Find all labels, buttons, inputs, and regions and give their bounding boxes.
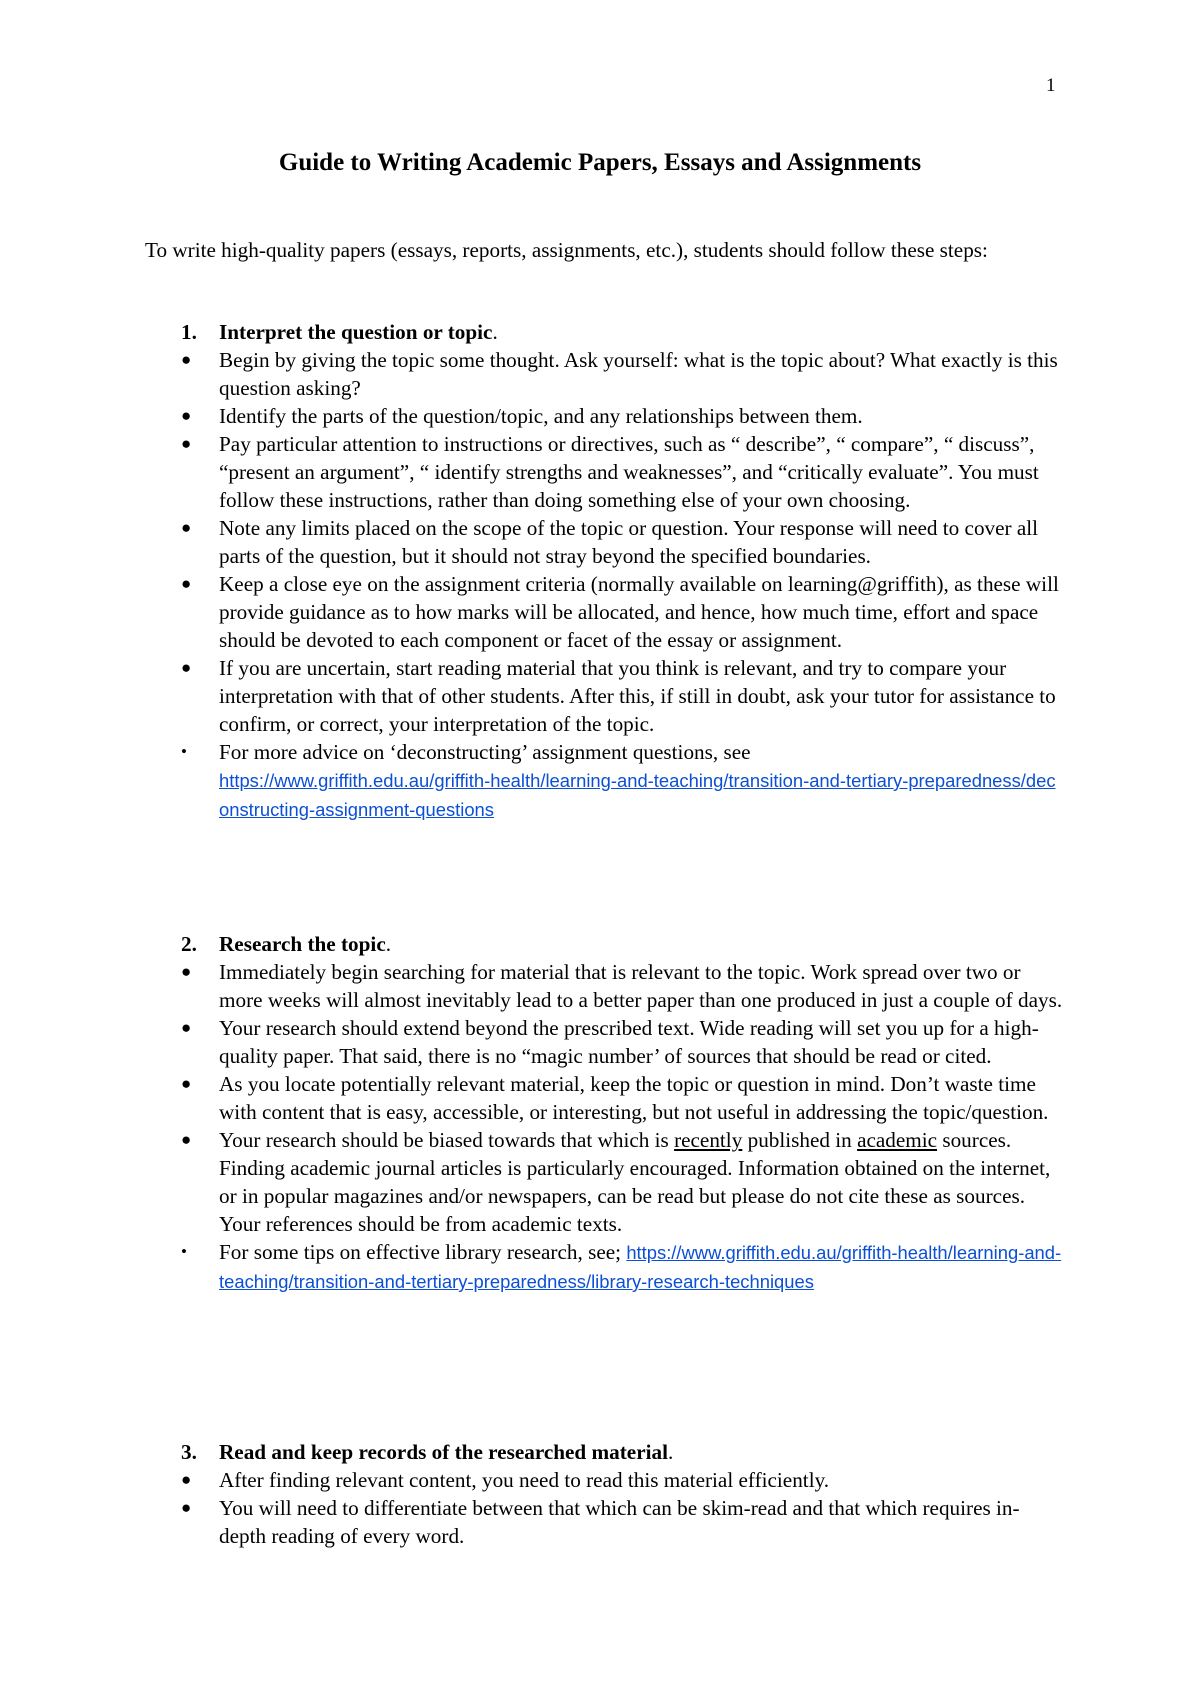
deconstructing-questions-link[interactable]: https://www.griffith.edu.au/griffith-health/learning-and-teaching/transition-and-tertiary-preparedness/deconstructing-assignment-questions [219,770,1056,820]
list-item-text: Immediately begin searching for material that is relevant to the topic. Work spread over two or more weeks will almost inevitably lead to a better paper than one produced in just a couple of days. [219,960,1063,1012]
bullet-icon: ● [181,574,192,593]
page-number: 1 [1046,75,1056,96]
bullet-icon: ● [181,1498,192,1517]
list-item [145,1466,1065,1494]
section-heading [145,1438,1065,1466]
list-item-text: published in [742,1128,858,1152]
section-heading [145,318,1065,346]
section-heading [145,930,1065,958]
bullet-icon: ● [181,1130,192,1149]
intro-paragraph: To write high-quality papers (essays, reports, assignments, etc.), students should follow these steps: [145,238,988,262]
section-number: 2. [181,932,197,956]
bullet-icon: ● [181,406,192,425]
list-item-text: After finding relevant content, you need to read this material efficiently. [219,1468,830,1492]
bullet-icon: ● [181,962,192,981]
list-item [145,570,1065,654]
bullet-list [145,346,1065,824]
bullet-icon: • [181,742,187,761]
list-item-text: For some tips on effective library research, see; [219,1240,622,1264]
list-item-text: Note any limits placed on the scope of the topic or question. Your response will need to cover all parts of the question, but it should not stray beyond the specified boundaries. [219,516,1039,568]
list-item [145,654,1065,738]
list-item [145,402,1065,430]
section-read-records [145,1438,1065,1550]
list-item-text: Your research should be biased towards that which is [219,1128,675,1152]
list-item [145,738,1065,824]
bullet-icon: ● [181,518,192,537]
section-heading-text: Read and keep records of the researched material [219,1440,668,1464]
section-number: 1. [181,320,197,344]
list-item-text: If you are uncertain, start reading material that you think is relevant, and try to compare your interpretation with that of other students. After this, if still in doubt, ask your tutor for assistance to confirm, or correct, your interpretation of the topic. [219,656,1056,736]
underlined-word: academic [857,1128,938,1152]
bullet-icon: ● [181,350,192,369]
document-title: Guide to Writing Academic Papers, Essays and Assignments [278,149,922,176]
list-item [145,1126,1065,1238]
list-item-text: Identify the parts of the question/topic, and any relationships between them. [219,404,863,428]
section-number: 3. [181,1440,197,1464]
list-item [145,1494,1065,1550]
bullet-icon: ● [181,1470,192,1489]
list-item-text: You will need to differentiate between that which can be skim-read and that which requires in-depth reading of every word. [219,1496,1020,1548]
list-item [145,514,1065,570]
bullet-icon: ● [181,658,192,677]
heading-period: . [385,932,392,956]
section-heading-text: Research the topic [219,932,386,956]
section-research [145,930,1065,1296]
bullet-icon: ● [181,1074,192,1093]
list-item-text: Pay particular attention to instructions or directives, such as “ describe”, “ compare”, “ discuss”, “present an argument”, “ identify strengths and weaknesses”, and “critically evaluate”. You must follow these instructions, rather than doing something else of your own choosing. [219,432,1039,512]
bullet-list [145,958,1065,1296]
bullet-icon: ● [181,1018,192,1037]
library-research-link[interactable]: https://www.griffith.edu.au/griffith-health/learning-and-teaching/transition-and-tertiary-preparedness/library-research-techniques [219,1242,1062,1292]
list-item [145,346,1065,402]
list-item-text: Begin by giving the topic some thought. Ask yourself: what is the topic about? What exactly is this question asking? [219,348,1058,400]
heading-period: . [492,320,498,344]
list-item-text: Keep a close eye on the assignment criteria (normally available on learning@griffith), as these will provide guidance as to how marks will be allocated, and hence, how much time, effort and space should be devoted to each component or facet of the essay or assignment. [219,572,1059,652]
bullet-list [145,1466,1065,1550]
list-item-text: Your research should extend beyond the prescribed text. Wide reading will set you up for a high-quality paper. That said, there is no “magic number’ of sources that should be read or cited. [219,1016,1039,1068]
list-item [145,1070,1065,1126]
list-item [145,1014,1065,1070]
underlined-word: recently [674,1128,743,1152]
list-item-text: sources. Finding academic journal articles is particularly encouraged. Information obtained on the internet, or in popular magazines and/or newspapers, can be read but please do not cite these as sources. Your references should be from academic texts. [219,1128,1051,1236]
list-item [145,430,1065,514]
bullet-icon: • [181,1242,187,1261]
section-heading-text: Interpret the question or topic [219,320,493,344]
list-item [145,958,1065,1014]
list-item-text: As you locate potentially relevant material, keep the topic or question in mind. Don’t waste time with content that is easy, accessible, or interesting, but not useful in addressing the topic/question. [219,1072,1049,1124]
heading-period: . [667,1440,674,1464]
section-interpret [145,318,1065,824]
list-item-text: For more advice on ‘deconstructing’ assignment questions, see [219,740,751,764]
bullet-icon: ● [181,434,192,453]
list-item [145,1238,1065,1296]
